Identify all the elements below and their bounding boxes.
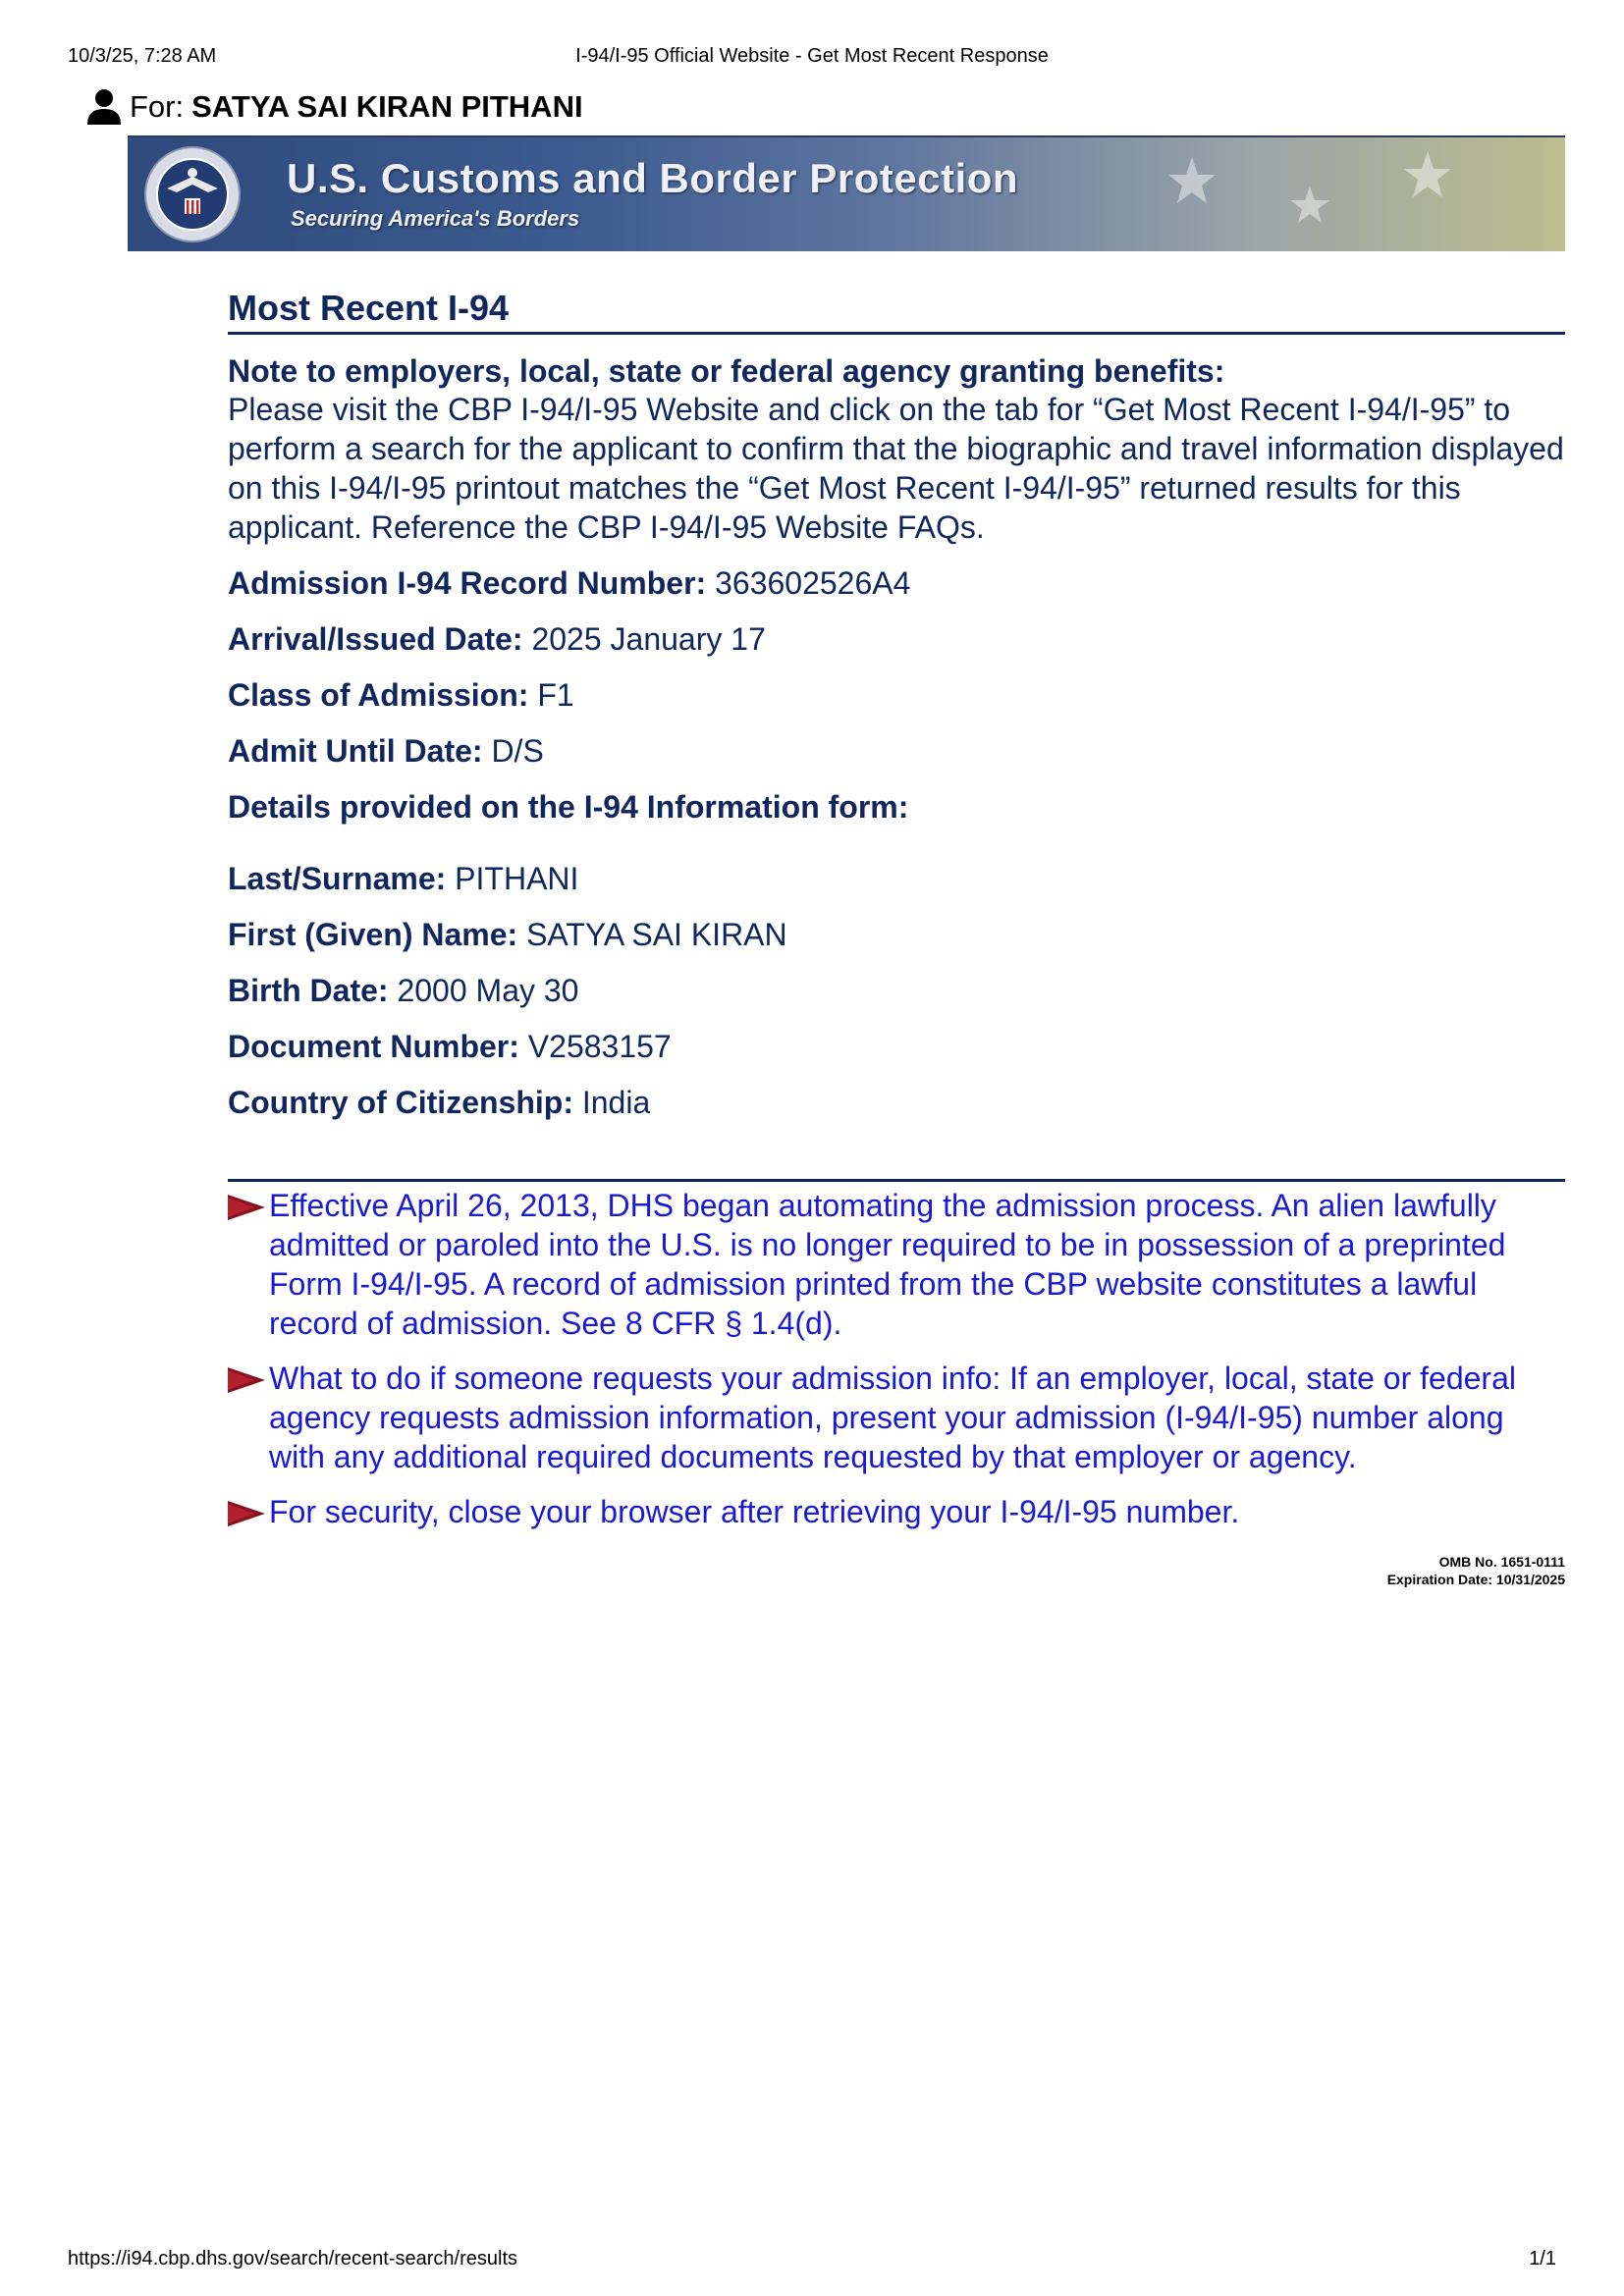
list-item: [228, 1359, 1565, 1476]
field-value: 2000 May 30: [397, 973, 579, 1008]
field-label: Country of Citizenship:: [228, 1085, 573, 1120]
surname-field: [228, 859, 1565, 898]
field-label: Arrival/Issued Date:: [228, 621, 523, 657]
field-label: Document Number:: [228, 1029, 519, 1064]
for-line: [86, 84, 583, 130]
user-icon: [86, 88, 122, 126]
field-label: First (Given) Name:: [228, 917, 518, 952]
given-name-field: [228, 915, 1565, 954]
print-url: https://i94.cbp.dhs.gov/search/recent-search/results: [68, 2248, 518, 2269]
omb-expiration: Expiration Date: 10/31/2025: [1386, 1572, 1565, 1587]
banner-title: U.S. Customs and Border Protection: [287, 155, 1019, 201]
banner-tagline: Securing America's Borders: [291, 206, 580, 231]
info-text: Effective April 26, 2013, DHS began automating the admission process. An alien lawfully admitted or paroled into the U.S. is no longer required to be in possession of a preprinted Form I-94/I-95. A record of admission printed from the CBP website constitutes a lawful record of admission. See 8 CFR § 1.4(d).: [269, 1188, 1506, 1341]
field-label: Last/Surname:: [228, 861, 447, 896]
details-heading: Details provided on the I-94 Information form:: [228, 789, 909, 825]
field-label: Admit Until Date:: [228, 733, 483, 769]
field-value: India: [581, 1085, 651, 1120]
note-label: Note to employers, local, state or federal agency granting benefits:: [228, 353, 1225, 389]
cbp-banner: [128, 135, 1565, 251]
pennant-arrow-icon: [228, 1195, 265, 1220]
info-text: What to do if someone requests your admission info: If an employer, local, state or federal agency requests admission information, present your admission (I-94/I-95) number along with any additional required documents requested by that employer or agency.: [269, 1361, 1516, 1474]
field-value: 2025 January 17: [531, 621, 766, 657]
field-label: Admission I-94 Record Number:: [228, 565, 707, 601]
note-text: Please visit the CBP I-94/I-95 Website and click on the tab for “Get Most Recent I-94/I-95” to perform a search for the applicant to confirm that the biographic and travel information displayed on this I-94/I-95 printout matches the “Get Most Recent I-94/I-95” returned results for this applicant. Reference the CBP I-94/I-95 Website FAQs.: [228, 392, 1564, 545]
field-value: V2583157: [527, 1029, 672, 1064]
field-value: D/S: [491, 733, 544, 769]
print-header: [0, 45, 1624, 69]
page-number: 1/1: [1529, 2248, 1556, 2269]
field-label: Birth Date:: [228, 973, 389, 1008]
arrival-date-field: [228, 619, 1565, 659]
citizenship-field: [228, 1083, 1565, 1122]
field-value: F1: [537, 677, 574, 713]
page-title: Most Recent I-94: [228, 287, 1565, 335]
info-text: For security, close your browser after retrieving your I-94/I-95 number.: [269, 1494, 1240, 1529]
field-value: PITHANI: [455, 861, 579, 896]
traveler-name: SATYA SAI KIRAN PITHANI: [191, 89, 583, 124]
field-value: 363602526A4: [715, 565, 911, 601]
pennant-arrow-icon: [228, 1501, 265, 1526]
field-label: Class of Admission:: [228, 677, 529, 713]
stars-decoration-icon: [1113, 137, 1526, 251]
document-number-field: [228, 1027, 1565, 1066]
for-prefix: For:: [130, 89, 185, 124]
cbp-seal-icon: [143, 145, 242, 243]
omb-block: [228, 1553, 1565, 1588]
pennant-arrow-icon: [228, 1367, 265, 1393]
print-datetime: 10/3/25, 7:28 AM: [68, 45, 217, 67]
field-value: SATYA SAI KIRAN: [526, 917, 787, 952]
section-divider: [228, 1179, 1565, 1182]
main-content: [228, 287, 1565, 1588]
admit-until-field: [228, 731, 1565, 771]
list-item: [228, 1186, 1565, 1343]
list-item: [228, 1492, 1565, 1531]
class-of-admission-field: [228, 675, 1565, 715]
record-number-field: [228, 563, 1565, 603]
omb-number: OMB No. 1651-0111: [1438, 1554, 1565, 1570]
print-page-title: I-94/I-95 Official Website - Get Most Recent Response: [575, 45, 1049, 67]
birth-date-field: [228, 971, 1565, 1010]
info-list: [228, 1186, 1565, 1531]
